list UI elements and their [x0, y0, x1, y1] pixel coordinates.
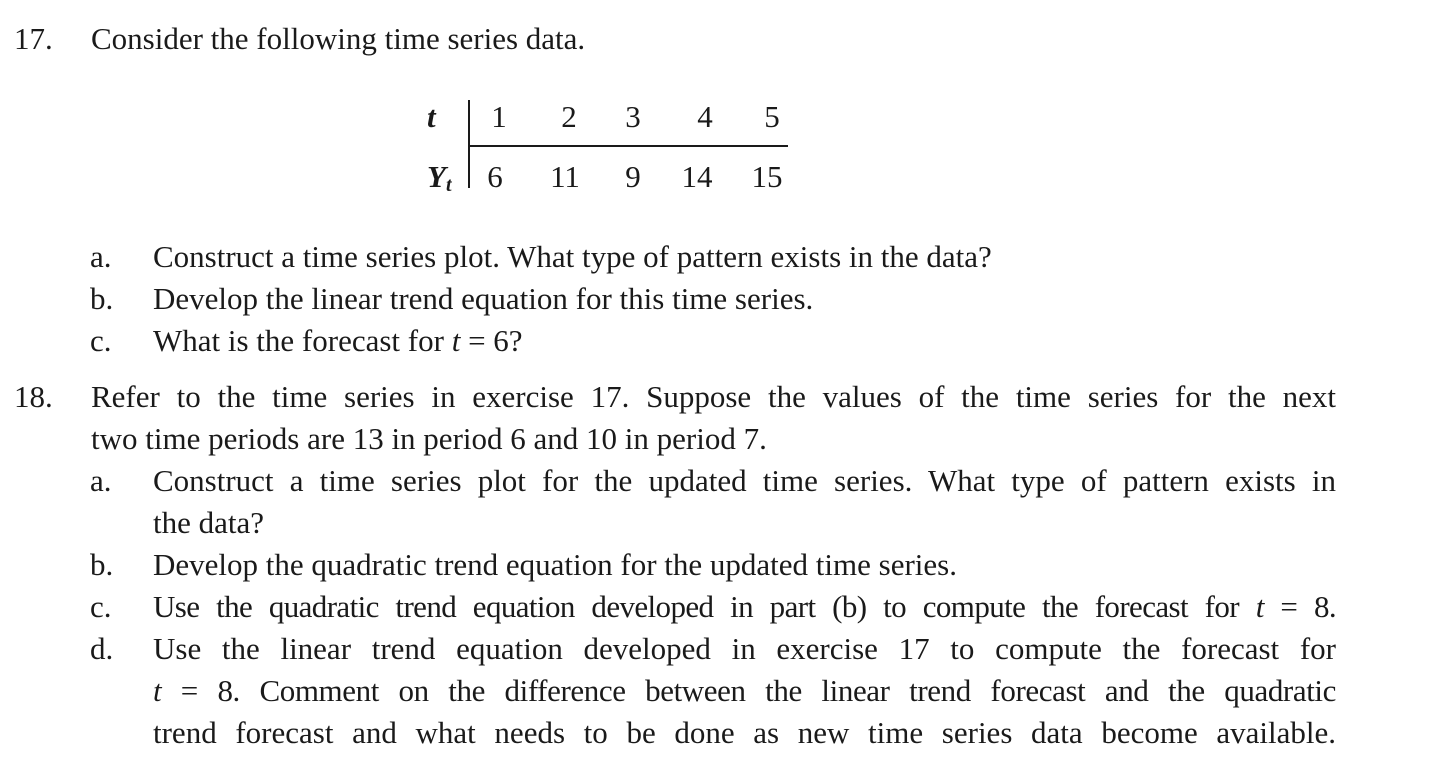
- part-letter: b.: [90, 281, 114, 316]
- part-text: Use the linear trend equation developed in exercise 17 to compute the forecast for t = 8. Comment on the difference between the linear trend forecast and the quadratic trend forecast and what needs to be done as new time series data become available.: [153, 631, 1336, 750]
- table-header-t: t: [427, 99, 436, 134]
- table-cell-t: 2: [561, 99, 577, 134]
- table-cell-t: 4: [697, 99, 713, 134]
- part-letter: a.: [90, 463, 112, 498]
- part-letter: a.: [90, 239, 112, 274]
- table-cell-y: 9: [625, 159, 641, 194]
- table-cell-y: 6: [487, 159, 503, 194]
- part-text: Develop the quadratic trend equation for the updated time series.: [153, 547, 957, 582]
- table-cell-t: 1: [491, 99, 507, 134]
- table-vertical-rule: [468, 100, 470, 188]
- table-horizontal-rule: [468, 145, 788, 147]
- exercise-intro: Refer to the time series in exercise 17. Suppose the values of the time series for the next two time periods are 13 in period 6 and 10 in period 7.: [91, 379, 1336, 456]
- time-series-table: [415, 96, 795, 206]
- part-letter: d.: [90, 631, 114, 666]
- part-letter: c.: [90, 589, 112, 624]
- part-text: Use the quadratic trend equation developed in part (b) to compute the forecast for t = 8.: [153, 589, 1336, 624]
- part-text: What is the forecast for t = 6?: [153, 323, 523, 358]
- exercise-number: 17.: [14, 21, 53, 56]
- table-cell-y: 14: [681, 159, 713, 194]
- part-letter: c.: [90, 323, 112, 358]
- table-cell-t: 5: [764, 99, 780, 134]
- table-cell-y: 11: [550, 159, 580, 194]
- table-cell-y: 15: [751, 159, 783, 194]
- exercise-number: 18.: [14, 379, 53, 414]
- table-cell-t: 3: [625, 99, 641, 134]
- part-letter: b.: [90, 547, 114, 582]
- exercise-intro: Consider the following time series data.: [91, 21, 586, 56]
- part-text: Develop the linear trend equation for this time series.: [153, 281, 814, 316]
- part-text: Construct a time series plot. What type of pattern exists in the data?: [153, 239, 992, 274]
- table-header-y: $Y_t$: [427, 159, 452, 196]
- part-text: Construct a time series plot for the updated time series. What type of pattern exists in the data?: [153, 463, 1336, 540]
